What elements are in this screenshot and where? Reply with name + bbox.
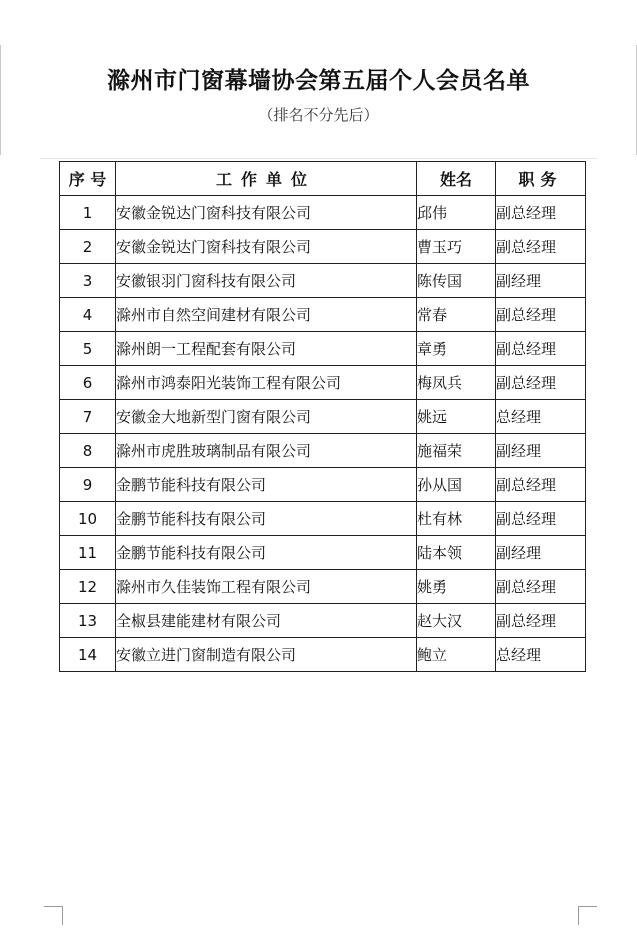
cell-position: 副经理 — [496, 536, 586, 570]
table-row — [60, 638, 586, 672]
cell-position: 副总经理 — [496, 366, 586, 400]
cell-unit: 安徽立进门窗制造有限公司 — [116, 638, 417, 672]
cell-no: 5 — [60, 332, 116, 366]
table-row — [60, 434, 586, 468]
cell-no: 10 — [60, 502, 116, 536]
cell-name: 梅凤兵 — [417, 366, 496, 400]
header-divider — [40, 158, 597, 159]
cell-name: 姚远 — [417, 400, 496, 434]
cell-no: 7 — [60, 400, 116, 434]
cell-name: 邱伟 — [417, 196, 496, 230]
cell-no: 3 — [60, 264, 116, 298]
table-body — [60, 196, 586, 672]
cell-name: 鲍立 — [417, 638, 496, 672]
cell-unit: 滁州市自然空间建材有限公司 — [116, 298, 417, 332]
cell-no: 1 — [60, 196, 116, 230]
cell-name: 陈传国 — [417, 264, 496, 298]
header-unit: 工作单位 — [116, 162, 417, 196]
header-name: 姓名 — [417, 162, 496, 196]
cell-position: 副总经理 — [496, 468, 586, 502]
cell-position: 副总经理 — [496, 230, 586, 264]
cell-unit: 安徽金锐达门窗科技有限公司 — [116, 230, 417, 264]
cell-unit: 滁州市鸿泰阳光装饰工程有限公司 — [116, 366, 417, 400]
table-row — [60, 332, 586, 366]
table-row — [60, 298, 586, 332]
cell-position: 副总经理 — [496, 196, 586, 230]
cell-no: 6 — [60, 366, 116, 400]
table-row — [60, 570, 586, 604]
cell-unit: 滁州朗一工程配套有限公司 — [116, 332, 417, 366]
cell-name: 赵大汉 — [417, 604, 496, 638]
cell-unit: 安徽金锐达门窗科技有限公司 — [116, 196, 417, 230]
cell-name: 章勇 — [417, 332, 496, 366]
table-row — [60, 468, 586, 502]
cell-name: 姚勇 — [417, 570, 496, 604]
table-row — [60, 400, 586, 434]
cell-position: 副总经理 — [496, 502, 586, 536]
cell-position: 副总经理 — [496, 604, 586, 638]
cell-unit: 滁州市虎胜玻璃制品有限公司 — [116, 434, 417, 468]
page-corner-mark-left — [44, 906, 63, 925]
table-row — [60, 604, 586, 638]
cell-unit: 全椒县建能建材有限公司 — [116, 604, 417, 638]
cell-unit: 安徽银羽门窗科技有限公司 — [116, 264, 417, 298]
cell-position: 副经理 — [496, 434, 586, 468]
table-row — [60, 502, 586, 536]
cell-unit: 金鹏节能科技有限公司 — [116, 468, 417, 502]
cell-position: 副总经理 — [496, 298, 586, 332]
header-position: 职务 — [496, 162, 586, 196]
cell-no: 11 — [60, 536, 116, 570]
cell-position: 副经理 — [496, 264, 586, 298]
document-title: 滁州市门窗幕墙协会第五届个人会员名单 — [107, 68, 530, 94]
document-subtitle: （排名不分先后） — [258, 106, 379, 124]
table-header-row — [60, 162, 586, 196]
cell-unit: 滁州市久佳装饰工程有限公司 — [116, 570, 417, 604]
cell-position: 总经理 — [496, 638, 586, 672]
member-table — [59, 161, 586, 672]
table-row — [60, 230, 586, 264]
cell-unit: 金鹏节能科技有限公司 — [116, 502, 417, 536]
cell-name: 常春 — [417, 298, 496, 332]
cell-name: 杜有林 — [417, 502, 496, 536]
table-row — [60, 536, 586, 570]
table-row — [60, 366, 586, 400]
cell-no: 13 — [60, 604, 116, 638]
cell-unit: 安徽金大地新型门窗有限公司 — [116, 400, 417, 434]
cell-name: 曹玉巧 — [417, 230, 496, 264]
cell-no: 12 — [60, 570, 116, 604]
cell-unit: 金鹏节能科技有限公司 — [116, 536, 417, 570]
cell-no: 8 — [60, 434, 116, 468]
cell-position: 副总经理 — [496, 570, 586, 604]
cell-name: 孙从国 — [417, 468, 496, 502]
table-row — [60, 264, 586, 298]
cell-position: 副总经理 — [496, 332, 586, 366]
cell-no: 9 — [60, 468, 116, 502]
cell-name: 施福荣 — [417, 434, 496, 468]
cell-name: 陆本领 — [417, 536, 496, 570]
cell-no: 4 — [60, 298, 116, 332]
page-corner-mark-right — [578, 906, 597, 925]
table-row — [60, 196, 586, 230]
cell-no: 2 — [60, 230, 116, 264]
header-no: 序 号 — [60, 162, 116, 196]
cell-no: 14 — [60, 638, 116, 672]
cell-position: 总经理 — [496, 400, 586, 434]
